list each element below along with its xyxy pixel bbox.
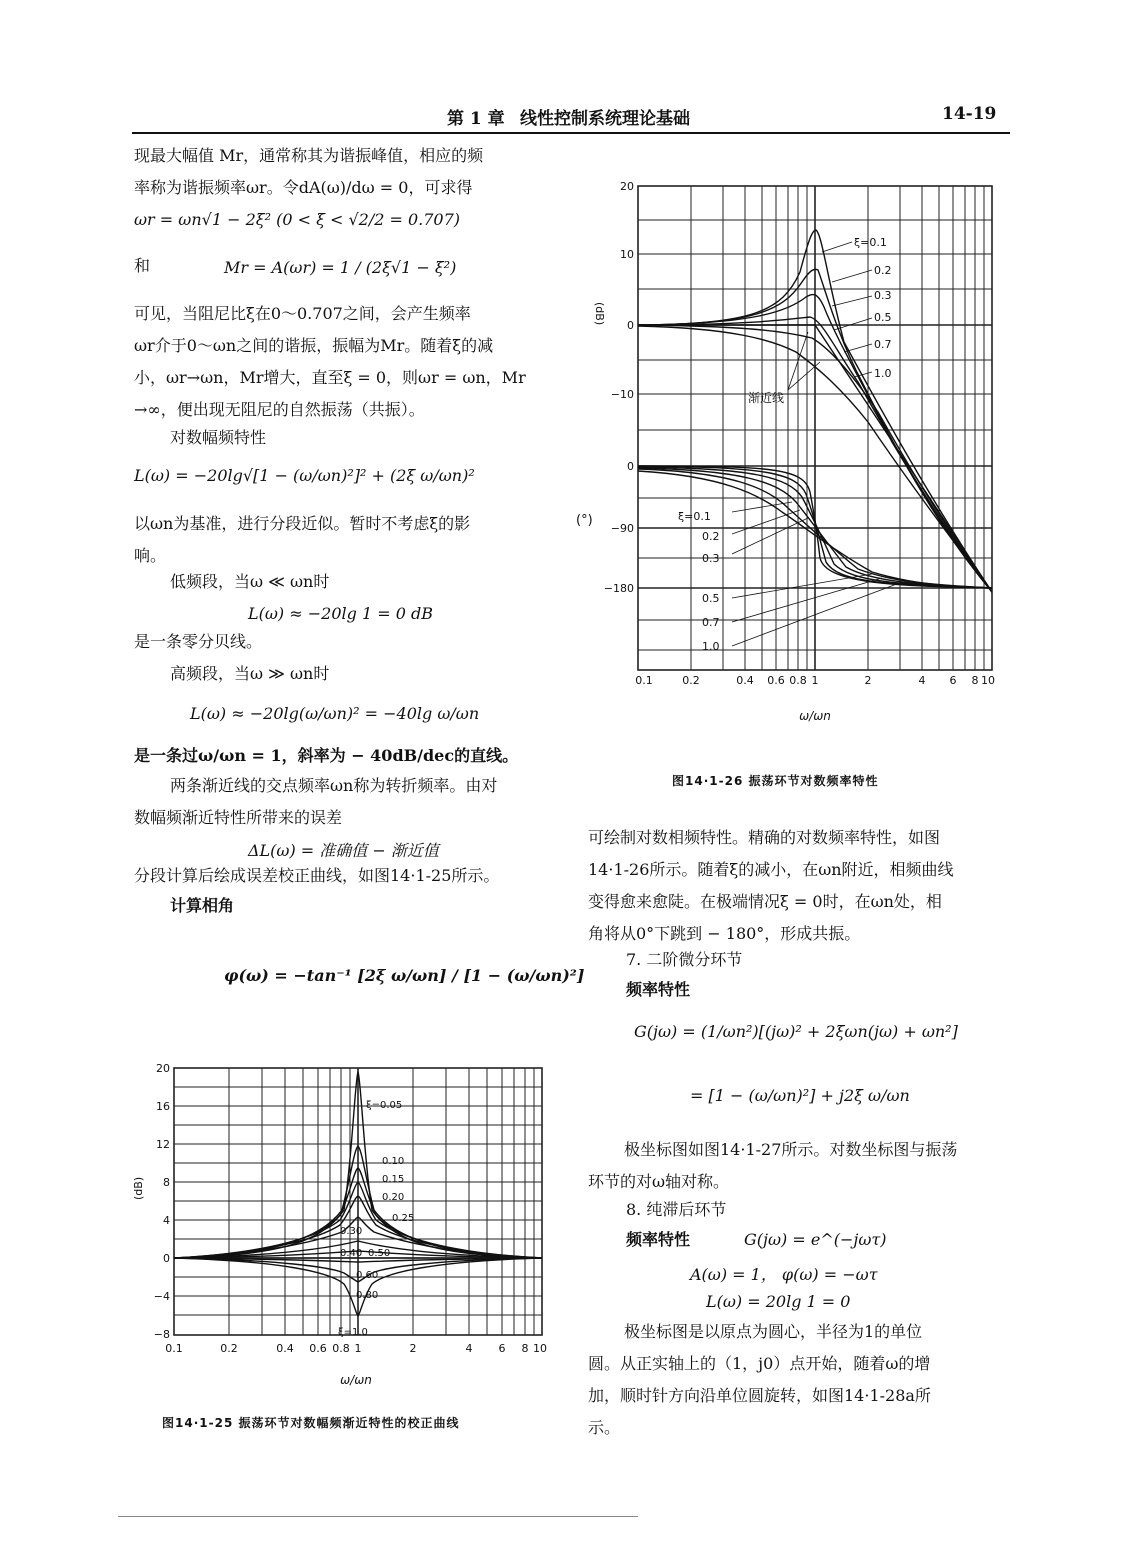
x-axis-label: ω/ωn bbox=[799, 709, 831, 723]
equation-resonant-peak: Mr = A(ωr) = 1 / (2ξ√1 − ξ²) bbox=[224, 258, 457, 277]
curve-label: ξ=1.0 bbox=[338, 1327, 368, 1338]
y-tick: 8 bbox=[163, 1176, 170, 1189]
x-tick: 8 bbox=[971, 674, 979, 687]
x-tick: 6 bbox=[949, 674, 957, 687]
x-tick: 10 bbox=[981, 674, 995, 687]
x-tick: 0.4 bbox=[276, 1342, 294, 1355]
equation-L-zero: L(ω) = 20lg 1 = 0 bbox=[706, 1292, 851, 1311]
x-tick: 2 bbox=[409, 1342, 417, 1355]
x-tick: 0.2 bbox=[682, 674, 700, 687]
paragraph: 两条渐近线的交点频率ωn称为转折频率。由对 数幅频渐近特性所带来的误差 bbox=[134, 776, 498, 827]
y-tick: −90 bbox=[610, 522, 634, 535]
section-heading-pure-delay: 8. 纯滞后环节 bbox=[626, 1200, 727, 1219]
x-tick: 10 bbox=[533, 1342, 547, 1355]
leader-lines bbox=[732, 242, 902, 646]
paragraph: 极坐标图是以原点为圆心，半径为1的单位 圆。从正实轴上的（1，j0）点开始，随着ω的增 加，顺时针方向沿单位圆旋转，如图14·1-28a所 示。 bbox=[588, 1322, 931, 1437]
curve-label: 0.2 bbox=[702, 530, 720, 543]
curve-label: ξ=0.05 bbox=[366, 1100, 403, 1111]
y-tick: −8 bbox=[153, 1328, 170, 1341]
equation-resonant-frequency: ωr = ωn√1 − 2ξ² (0 < ξ < √2/2 = 0.707) bbox=[134, 210, 461, 229]
y-tick: −10 bbox=[610, 388, 634, 401]
paragraph: 可见，当阻尼比ξ在0～0.707之间，会产生频率 ωr介于0～ωn之间的谐振，振幅为Mr。随着ξ的减 小，ωr→ωn，Mr增大，直至ξ = 0，则ωr = ωn，Mr →∞，便出现无阻尼的自然振荡（共振）。 bbox=[134, 304, 526, 419]
equation-G-delay: G(jω) = e^(−jωτ) bbox=[744, 1230, 887, 1249]
equation-G-2: = [1 − (ω/ωn)²] + j2ξ ω/ωn bbox=[690, 1086, 910, 1105]
curve-label: 1.0 bbox=[702, 640, 720, 653]
phase-labels bbox=[678, 510, 720, 653]
x-tick: 4 bbox=[918, 674, 926, 687]
section-heading-log-magnitude: 对数幅频特性 bbox=[170, 428, 267, 447]
mag-tick-labels bbox=[611, 180, 634, 401]
high-frequency-text: 高频段，当ω ≫ ωn时 bbox=[170, 664, 330, 683]
asymptote-label: 渐近线 bbox=[748, 391, 785, 405]
equation-G-1: G(jω) = (1/ωn²)[(jω)² + 2ξωn(jω) + ωn²] bbox=[634, 1022, 958, 1041]
curve-label: 0.40 bbox=[340, 1248, 363, 1259]
curve-label: 0.3 bbox=[874, 289, 892, 302]
y-tick: 0 bbox=[163, 1252, 170, 1265]
curve-label: 0.5 bbox=[874, 311, 892, 324]
curve-label: 0.5 bbox=[702, 592, 720, 605]
x-tick: 0.1 bbox=[165, 1342, 183, 1355]
y-tick-labels bbox=[154, 1062, 170, 1341]
header-rule bbox=[132, 132, 1010, 134]
frequency-characteristic-label: 频率特性 bbox=[626, 1230, 691, 1249]
paragraph: 现最大幅值 Mr，通常称其为谐振峰值，相应的频 率称为谐振频率ωr。令dA(ω)/dω = 0，可求得 bbox=[134, 146, 484, 197]
x-tick: 4 bbox=[465, 1342, 473, 1355]
y-tick: 20 bbox=[156, 1062, 170, 1075]
y-tick: 12 bbox=[156, 1138, 170, 1151]
curve-label: 0.25 bbox=[392, 1213, 415, 1224]
and-label: 和 bbox=[134, 256, 151, 275]
curve-label: 0.30 bbox=[340, 1226, 363, 1237]
y-tick: −180 bbox=[603, 582, 634, 595]
magnitude-labels bbox=[854, 236, 892, 380]
x-tick: 0.6 bbox=[767, 674, 785, 687]
equation-error: ΔL(ω) = 准确值 − 渐近值 bbox=[248, 841, 439, 860]
curve-label: 0.2 bbox=[874, 264, 892, 277]
section-heading-second-order-derivative: 7. 二阶微分环节 bbox=[626, 950, 743, 969]
y-tick: 10 bbox=[620, 248, 634, 261]
x-tick: 2 bbox=[864, 674, 872, 687]
page-number: 14-19 bbox=[942, 104, 997, 124]
curve-label: 0.3 bbox=[702, 552, 720, 565]
x-tick: 6 bbox=[498, 1342, 506, 1355]
x-tick: 0.4 bbox=[736, 674, 754, 687]
curve-label: 0.7 bbox=[702, 616, 720, 629]
y-tick: 4 bbox=[163, 1214, 170, 1227]
y-tick: 0 bbox=[627, 319, 634, 332]
curve-label: 0.50 bbox=[368, 1248, 391, 1259]
curve-label: 0.80 bbox=[356, 1290, 379, 1301]
low-frequency-text: 低频段，当ω ≪ ωn时 bbox=[170, 572, 330, 591]
slope-line-text: 是一条过ω/ωn = 1，斜率为 − 40dB/dec的直线。 bbox=[134, 746, 519, 765]
paragraph: 以ωn为基准，进行分段近似。暂时不考虑ξ的影 响。 bbox=[134, 514, 471, 565]
mag-axis-label: (dB) bbox=[593, 302, 606, 326]
zero-line-text: 是一条零分贝线。 bbox=[134, 632, 263, 651]
section-heading-phase: 计算相角 bbox=[170, 896, 235, 915]
x-tick: 0.2 bbox=[220, 1342, 238, 1355]
paragraph: 极坐标图如图14·1-27所示。对数坐标图与振荡 环节的对ω轴对称。 bbox=[588, 1140, 958, 1191]
curve-label: ξ=0.1 bbox=[854, 236, 887, 249]
figure-14-1-26-caption: 图14·1-26 振荡环节对数频率特性 bbox=[672, 774, 879, 788]
y-tick: 20 bbox=[620, 180, 634, 193]
figure-14-1-25-caption: 图14·1-25 振荡环节对数幅频渐近特性的校正曲线 bbox=[162, 1416, 460, 1430]
footer-rule bbox=[118, 1516, 638, 1517]
x-tick: 0.6 bbox=[309, 1342, 327, 1355]
x-tick: 0.8 bbox=[332, 1342, 350, 1355]
equation-A-phi: A(ω) = 1， φ(ω) = −ωτ bbox=[690, 1265, 878, 1284]
curve-label: 0.10 bbox=[382, 1156, 405, 1167]
chapter-number: 第 1 章 bbox=[447, 109, 505, 129]
y-tick: 0 bbox=[627, 460, 634, 473]
x-tick: 0.1 bbox=[635, 674, 653, 687]
x-tick-labels bbox=[635, 674, 995, 687]
paragraph: 可绘制对数相频特性。精确的对数频率特性，如图 14·1-26所示。随着ξ的减小，在ωn附近，相频曲线 变得愈来愈陡。在极端情况ξ = 0时，在ωn处，相 角将从0°下跳到 − 180°，形成共振。 bbox=[588, 828, 954, 943]
curve-label: 0.60 bbox=[356, 1270, 379, 1281]
equation-low-frequency: L(ω) ≈ −20lg 1 = 0 dB bbox=[248, 604, 433, 623]
equation-log-magnitude: L(ω) = −20lg√[1 − (ω/ωn)²]² + (2ξ ω/ωn)² bbox=[134, 466, 475, 485]
chapter-title: 线性控制系统理论基础 bbox=[520, 109, 690, 129]
curve-label: 1.0 bbox=[874, 367, 892, 380]
figure-14-1-26-chart bbox=[576, 172, 1012, 732]
figure-14-1-25-chart bbox=[130, 1060, 560, 1390]
x-tick-labels bbox=[165, 1342, 547, 1355]
x-tick: 1 bbox=[811, 674, 819, 687]
y-tick: −4 bbox=[153, 1290, 170, 1303]
phase-axis-label: (°) bbox=[576, 513, 593, 528]
x-axis-label: ω/ωn bbox=[340, 1373, 372, 1387]
paragraph: 分段计算后绘成误差校正曲线，如图14·1-25所示。 bbox=[134, 866, 500, 885]
curve-label: 0.15 bbox=[382, 1174, 405, 1185]
y-tick: 16 bbox=[156, 1100, 170, 1113]
y-axis-label: (dB) bbox=[132, 1176, 145, 1200]
equation-high-frequency: L(ω) ≈ −20lg(ω/ωn)² = −40lg ω/ωn bbox=[190, 704, 480, 723]
phase-tick-labels bbox=[604, 460, 634, 595]
frequency-characteristic-label: 频率特性 bbox=[626, 980, 691, 999]
curve-label: 0.7 bbox=[874, 338, 892, 351]
equation-phase: φ(ω) = −tan⁻¹ [2ξ ω/ωn] / [1 − (ω/ωn)²] bbox=[224, 966, 585, 985]
curve-label: 0.20 bbox=[382, 1192, 405, 1203]
x-tick: 1 bbox=[354, 1342, 362, 1355]
curve-label: ξ=0.1 bbox=[678, 510, 711, 523]
x-tick: 0.8 bbox=[789, 674, 807, 687]
x-tick: 8 bbox=[521, 1342, 529, 1355]
